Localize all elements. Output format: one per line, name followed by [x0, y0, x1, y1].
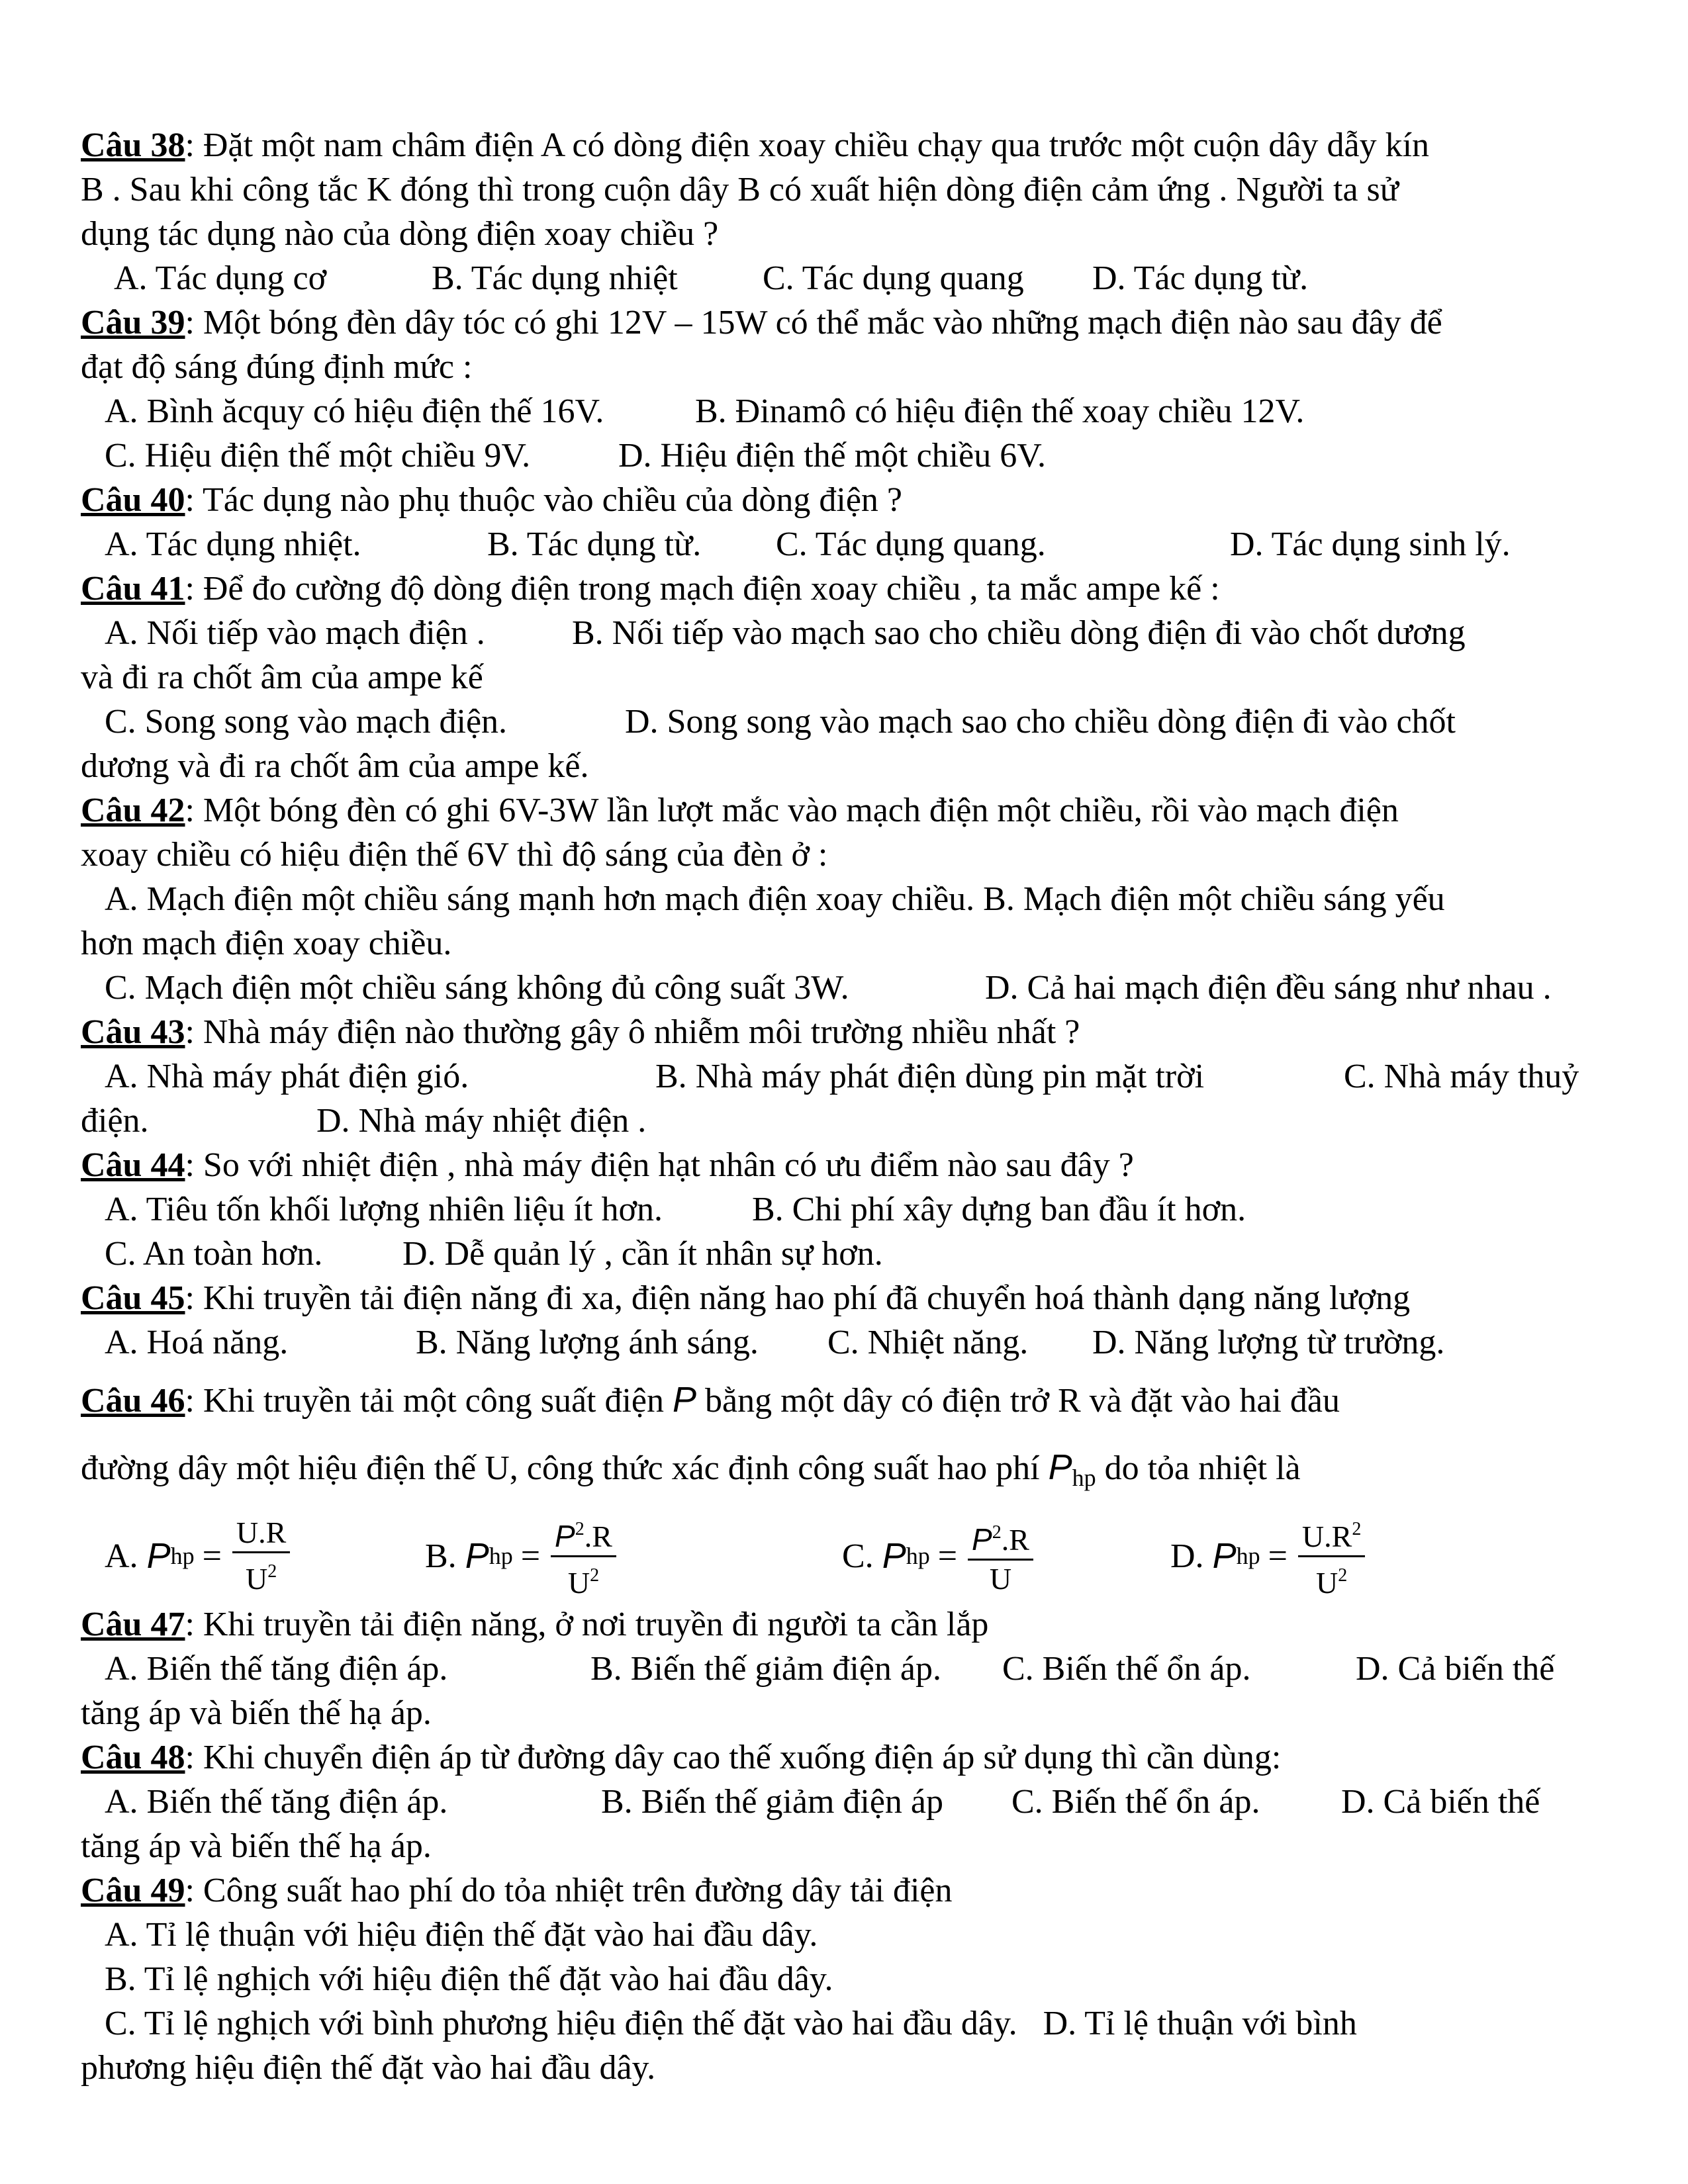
power-subscript: hp — [489, 1542, 513, 1569]
power-subscript: hp — [1236, 1542, 1260, 1569]
option-a: A. Tác dụng nhiệt. — [105, 525, 361, 563]
question-text: xoay chiều có hiệu điện thế 6V thì độ sáng của đèn ở : — [81, 836, 828, 874]
option-a: A. Tiêu tốn khối lượng nhiên liệu ít hơn. — [105, 1191, 663, 1228]
equals-sign: = — [937, 1537, 958, 1575]
option-b: B. Đinamô có hiệu điện thế xoay chiều 12V. — [695, 392, 1305, 430]
denominator-exponent: 2 — [1338, 1565, 1348, 1586]
option-d: D. Tỉ lệ thuận với bình — [1043, 2005, 1357, 2042]
question-38-line-1 — [81, 123, 1603, 167]
power-symbol: P — [465, 1535, 489, 1576]
denominator-text: U — [567, 1565, 590, 1600]
option-b: B. Tác dụng từ. — [487, 525, 702, 563]
option-a: A. Bình ăcquy có hiệu điện thế 16V. — [105, 392, 604, 430]
fraction-numerator — [551, 1511, 616, 1557]
denominator-text: U — [246, 1562, 268, 1596]
option-c-continued: điện. — [81, 1102, 149, 1140]
option-d: D. Nhà máy nhiệt điện . — [316, 1102, 647, 1140]
question-43-line-1 — [81, 1010, 1603, 1054]
question-text: : Một bóng đèn dây tóc có ghi 12V – 15W có thể mắc vào những mạch điện nào sau đây để — [185, 304, 1442, 341]
option-c: C. Biến thế ổn áp. — [1011, 1783, 1260, 1821]
option-b: B. Nối tiếp vào mạch sao cho chiều dòng điện đi vào chốt dương — [572, 614, 1466, 652]
option-b: B. Năng lượng ánh sáng. — [416, 1324, 759, 1361]
question-text: dụng tác dụng nào của dòng điện xoay chiều ? — [81, 215, 719, 253]
option-a: A. Biến thế tăng điện áp. — [105, 1650, 448, 1688]
options-row — [81, 700, 1603, 744]
numerator-text: .R — [1001, 1523, 1029, 1557]
fraction — [551, 1511, 616, 1602]
question-text: bằng một dây có điện trở R và đặt vào hai đầu — [696, 1382, 1340, 1420]
power-subscript: hp — [906, 1542, 930, 1569]
question-45-line-1 — [81, 1276, 1603, 1320]
power-symbol: P — [146, 1535, 171, 1576]
option-c: C. Biến thế ổn áp. — [1002, 1650, 1251, 1688]
question-label: Câu 38 — [81, 126, 185, 164]
options-row — [81, 877, 1603, 921]
option-d: D. Hiệu điện thế một chiều 6V. — [618, 437, 1047, 475]
question-text: do tỏa nhiệt là — [1096, 1449, 1301, 1487]
option-c: C. Nhà máy thuỷ — [1344, 1058, 1579, 1095]
option-a: A. Hoá năng. — [105, 1324, 289, 1361]
option-c: C. Nhiệt năng. — [827, 1324, 1029, 1361]
numerator-exponent: 2 — [992, 1522, 1002, 1543]
option-a: A. Mạch điện một chiều sáng mạnh hơn mạch điện xoay chiều. — [105, 880, 975, 918]
fraction-denominator — [242, 1553, 281, 1598]
numerator-text: U.R — [1301, 1519, 1352, 1553]
options-row — [81, 1232, 1603, 1276]
question-text: : Khi chuyển điện áp từ đường dây cao thế xuống điện áp sử dụng thì cần dùng: — [185, 1739, 1282, 1776]
question-42-line-1 — [81, 788, 1603, 833]
question-text: đạt độ sáng đúng định mức : — [81, 348, 473, 386]
option-d-continued: dương và đi ra chốt âm của ampe kế. — [81, 747, 589, 785]
options-row — [81, 1647, 1603, 1691]
option-d-continued: tăng áp và biến thế hạ áp. — [81, 1694, 432, 1732]
question-text: : Công suất hao phí do tỏa nhiệt trên đường dây tải điện — [185, 1872, 953, 1909]
option-a: A. Biến thế tăng điện áp. — [105, 1783, 448, 1821]
options-row — [81, 1780, 1603, 1824]
equals-sign: = — [1268, 1537, 1288, 1575]
option-b: B. Mạch điện một chiều sáng yếu — [983, 880, 1445, 918]
option-c: C. Tác dụng quang — [763, 259, 1024, 297]
option-d: D. Cả biến thế — [1341, 1783, 1540, 1821]
option-b-formula — [425, 1512, 619, 1600]
numerator-exponent: 2 — [1352, 1518, 1362, 1539]
option-d: D. Song song vào mạch sao cho chiều dòng điện đi vào chốt — [625, 703, 1456, 741]
option-b: B. Biến thế giảm điện áp. — [590, 1650, 942, 1688]
options-row — [81, 1099, 1603, 1143]
question-label: Câu 48 — [81, 1739, 185, 1776]
question-label: Câu 49 — [81, 1872, 185, 1909]
question-text: : Một bóng đèn có ghi 6V-3W lần lượt mắc vào mạch điện một chiều, rồi vào mạch điện — [185, 792, 1399, 829]
document-page — [81, 123, 1603, 2090]
question-text: : Đặt một nam châm điện A có dòng điện xoay chiều chạy qua trước một cuộn dây dẫy kín — [185, 126, 1430, 164]
fraction-numerator — [968, 1514, 1033, 1561]
question-text: : Tác dụng nào phụ thuộc vào chiều của dòng điện ? — [185, 481, 902, 519]
option-c: C. Song song vào mạch điện. — [105, 703, 508, 741]
option-letter: C. — [842, 1537, 874, 1575]
power-symbol: P — [673, 1380, 697, 1420]
option-d: D. Dễ quản lý , cần ít nhân sự hơn. — [402, 1235, 883, 1273]
formula-options-row — [81, 1512, 1603, 1600]
option-b: B. Tác dụng nhiệt — [432, 259, 678, 297]
option-c: C. Mạch điện một chiều sáng không đủ công suất 3W. — [105, 969, 849, 1007]
denominator-text: U — [989, 1562, 1012, 1596]
question-48-line-1 — [81, 1735, 1603, 1780]
fraction-numerator — [1298, 1511, 1365, 1557]
fraction — [968, 1514, 1033, 1598]
fraction-numerator — [232, 1514, 290, 1553]
question-text: : Nhà máy điện nào thường gây ô nhiễm môi trường nhiều nhất ? — [185, 1013, 1080, 1051]
option-d-formula — [1170, 1512, 1368, 1600]
option-c: C. An toàn hơn. — [105, 1235, 323, 1273]
question-label: Câu 47 — [81, 1606, 185, 1643]
fraction — [232, 1514, 290, 1598]
option-d: D. Năng lượng từ trường. — [1092, 1324, 1445, 1361]
option-b: B. Nhà máy phát điện dùng pin mặt trời — [655, 1058, 1205, 1095]
option-d-continued: phương hiệu điện thế đặt vào hai đầu dây. — [81, 2049, 656, 2087]
question-label: Câu 45 — [81, 1279, 185, 1317]
option-d-continued: tăng áp và biến thế hạ áp. — [81, 1827, 432, 1865]
question-text: : Khi truyền tải điện năng đi xa, điện năng hao phí đã chuyển hoá thành dạng năng lượng — [185, 1279, 1411, 1317]
question-label: Câu 41 — [81, 570, 185, 608]
question-text: đường dây một hiệu điện thế U, công thức xác định công suất hao phí — [81, 1449, 1049, 1487]
option-c: C. Tỉ lệ nghịch với bình phương hiệu điện thế đặt vào hai đầu dây. — [105, 2005, 1017, 2042]
question-46-line-2 — [81, 1445, 1603, 1500]
power-symbol: P — [972, 1522, 992, 1557]
question-40-line-1 — [81, 478, 1603, 522]
question-label: Câu 39 — [81, 304, 185, 341]
option-d: D. Cả biến thế — [1356, 1650, 1555, 1688]
numerator-text: .R — [584, 1519, 612, 1553]
option-c: C. Hiệu điện thế một chiều 9V. — [105, 437, 531, 475]
numerator-text: U.R — [236, 1516, 287, 1549]
denominator-exponent: 2 — [267, 1561, 277, 1582]
fraction — [1298, 1511, 1365, 1602]
options-row — [81, 1320, 1603, 1365]
question-text: : Để đo cường độ dòng điện trong mạch điện xoay chiều , ta mắc ampe kế : — [185, 570, 1220, 608]
option-letter: A. — [105, 1537, 138, 1575]
options-row — [81, 433, 1603, 478]
options-row — [81, 966, 1603, 1010]
options-row — [81, 1054, 1603, 1099]
option-a: A. Tác dụng cơ — [114, 259, 327, 297]
option-a: A. Tỉ lệ thuận với hiệu điện thế đặt vào hai đầu dây. — [105, 1916, 818, 1954]
power-symbol: P — [1212, 1535, 1237, 1576]
option-a: A. Nhà máy phát điện gió. — [105, 1058, 469, 1095]
option-b: B. Chi phí xây dựng ban đầu ít hơn. — [752, 1191, 1246, 1228]
option-d: D. Cả hai mạch điện đều sáng như nhau . — [985, 969, 1552, 1007]
equals-sign: = — [202, 1537, 222, 1575]
question-text: : Khi truyền tải điện năng, ở nơi truyền đi người ta cần lắp — [185, 1606, 989, 1643]
power-symbol: P — [1048, 1447, 1072, 1487]
question-label: Câu 46 — [81, 1382, 185, 1420]
option-d: D. Tác dụng từ. — [1092, 259, 1309, 297]
power-subscript: hp — [170, 1542, 195, 1569]
question-47-line-1 — [81, 1602, 1603, 1647]
fraction-denominator — [1312, 1557, 1351, 1602]
option-b-continued: và đi ra chốt âm của ampe kế — [81, 659, 483, 696]
power-symbol: P — [882, 1535, 906, 1576]
options-row — [81, 2001, 1603, 2046]
fraction-denominator — [986, 1561, 1015, 1598]
question-label: Câu 44 — [81, 1146, 185, 1184]
denominator-text: U — [1316, 1565, 1338, 1600]
option-a-formula — [105, 1512, 293, 1600]
question-text: : So với nhiệt điện , nhà máy điện hạt nhân có ưu điểm nào sau đây ? — [185, 1146, 1134, 1184]
question-label: Câu 40 — [81, 481, 185, 519]
numerator-exponent: 2 — [575, 1518, 585, 1539]
option-a: A. Nối tiếp vào mạch điện . — [105, 614, 485, 652]
question-41-line-1 — [81, 567, 1603, 611]
option-b: B. Tỉ lệ nghịch với hiệu điện thế đặt vào hai đầu dây. — [105, 1960, 833, 1998]
option-letter: D. — [1170, 1537, 1204, 1575]
option-b-continued: hơn mạch điện xoay chiều. — [81, 925, 452, 962]
question-46-line-1 — [81, 1378, 1603, 1423]
question-text: : Khi truyền tải một công suất điện — [185, 1382, 673, 1420]
option-letter: B. — [425, 1537, 457, 1575]
options-row — [81, 611, 1603, 655]
question-44-line-1 — [81, 1143, 1603, 1187]
power-symbol: P — [555, 1518, 575, 1553]
question-label: Câu 43 — [81, 1013, 185, 1051]
options-row — [81, 256, 1603, 300]
options-row — [81, 1187, 1603, 1232]
question-label: Câu 42 — [81, 792, 185, 829]
question-text: B . Sau khi công tắc K đóng thì trong cuộn dây B có xuất hiện dòng điện cảm ứng . Người ta sử — [81, 171, 1399, 208]
question-49-line-1 — [81, 1868, 1603, 1913]
option-b: B. Biến thế giảm điện áp — [601, 1783, 944, 1821]
options-row — [81, 522, 1603, 567]
option-c: C. Tác dụng quang. — [776, 525, 1046, 563]
option-d: D. Tác dụng sinh lý. — [1230, 525, 1511, 563]
power-subscript: hp — [1072, 1465, 1096, 1491]
option-c-formula — [842, 1512, 1036, 1600]
options-row — [81, 389, 1603, 433]
equals-sign: = — [520, 1537, 541, 1575]
question-39-line-1 — [81, 300, 1603, 345]
denominator-exponent: 2 — [590, 1565, 600, 1586]
fraction-denominator — [564, 1557, 603, 1602]
